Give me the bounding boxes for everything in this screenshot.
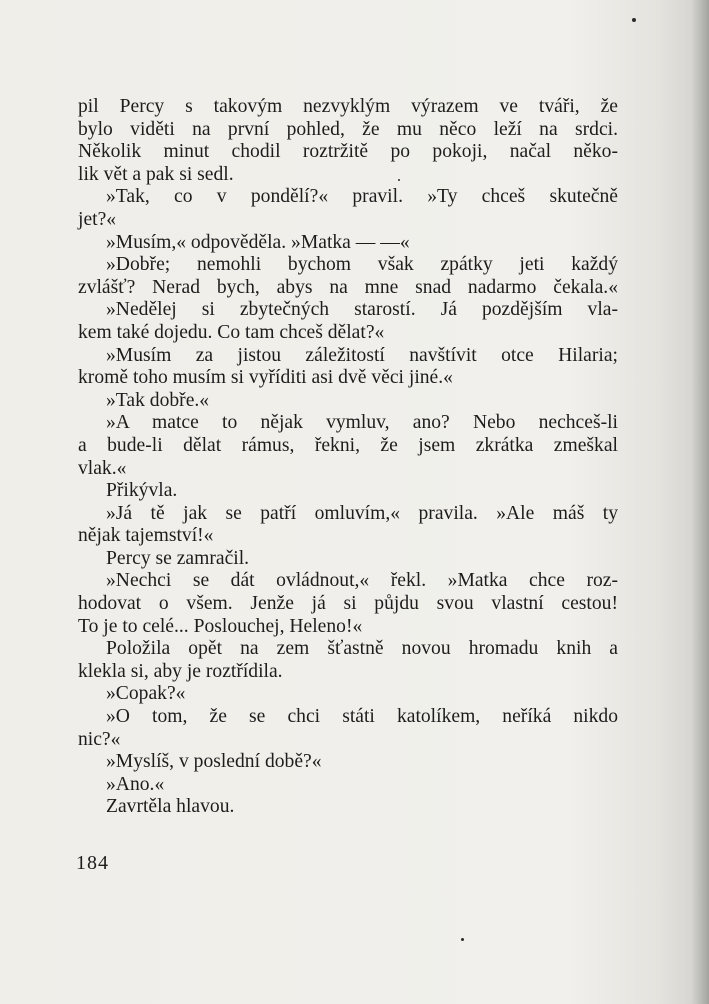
text-line: klekla si, aby je roztřídila.: [78, 660, 283, 682]
text-line: nějak tajemství!«: [78, 525, 214, 547]
text-line: kromě toho musím si vyříditi asi dvě věci jiné.«: [78, 367, 453, 389]
text-line: »A matce to nějak vymluv, ano? Nebo nechceš-li: [106, 412, 618, 434]
text-line: lik vět a pak si sedl.: [78, 163, 234, 185]
text-line: »O tom, že se chci státi katolíkem, neříká nikdo: [106, 706, 618, 728]
text-line: vlak.«: [78, 457, 127, 479]
text-line: Přikývla.: [106, 480, 178, 502]
text-line: »Musím,« odpověděla. »Matka — —«: [106, 231, 410, 253]
paper-speck: [632, 18, 636, 22]
text-line: »Ano.«: [106, 773, 165, 795]
text-line: bylo viděti na první pohled, že mu něco leží na srdci.: [78, 118, 618, 140]
text-line: »Dobře; nemohli bychom však zpátky jeti každý: [106, 254, 618, 276]
text-line: kem také dojedu. Co tam chceš dělat?«: [78, 321, 385, 343]
text-line: a bude-li dělat rámus, řekni, že jsem zkrátka zmeškal: [78, 434, 618, 456]
text-line: »Musím za jistou záležitostí navštívit otce Hilaria;: [106, 344, 618, 366]
text-line: To je to celé... Poslouchej, Heleno!«: [78, 615, 363, 637]
text-line: »Tak dobře.«: [106, 389, 210, 411]
text-line: »Tak, co v pondělí?« pravil. »Ty chceš skutečně: [106, 186, 618, 208]
text-line: Několik minut chodil roztržitě po pokoji, načal něko-: [78, 141, 618, 163]
text-line: jet?«: [78, 208, 117, 230]
text-line: nic?«: [78, 728, 121, 750]
page-gutter-shadow: [691, 0, 709, 1004]
text-line: zvlášť? Nerad bych, abys na mne snad nadarmo čekala.«: [78, 276, 618, 298]
body-text: [78, 96, 618, 819]
text-line: »Nedělej si zbytečných starostí. Já pozdějším vla-: [106, 299, 618, 321]
text-line: Zavrtěla hlavou.: [106, 796, 235, 818]
page-number: 184: [76, 852, 109, 874]
text-line: »Copak?«: [106, 683, 186, 705]
paper-speck: [461, 938, 464, 941]
text-line: »Nechci se dát ovládnout,« řekl. »Matka chce roz-: [106, 570, 618, 592]
text-line: »Myslíš, v poslední době?«: [106, 751, 322, 773]
text-line: pil Percy s takovým nezvyklým výrazem ve tváři, že: [78, 96, 618, 117]
text-line: Položila opět na zem šťastně novou hromadu knih a: [106, 638, 618, 660]
text-line: hodovat o všem. Jenže já si půjdu svou vlastní cestou!: [78, 593, 618, 615]
text-line: »Já tě jak se patří omluvím,« pravila. »Ale máš ty: [106, 502, 618, 524]
text-line: Percy se zamračil.: [106, 547, 250, 569]
